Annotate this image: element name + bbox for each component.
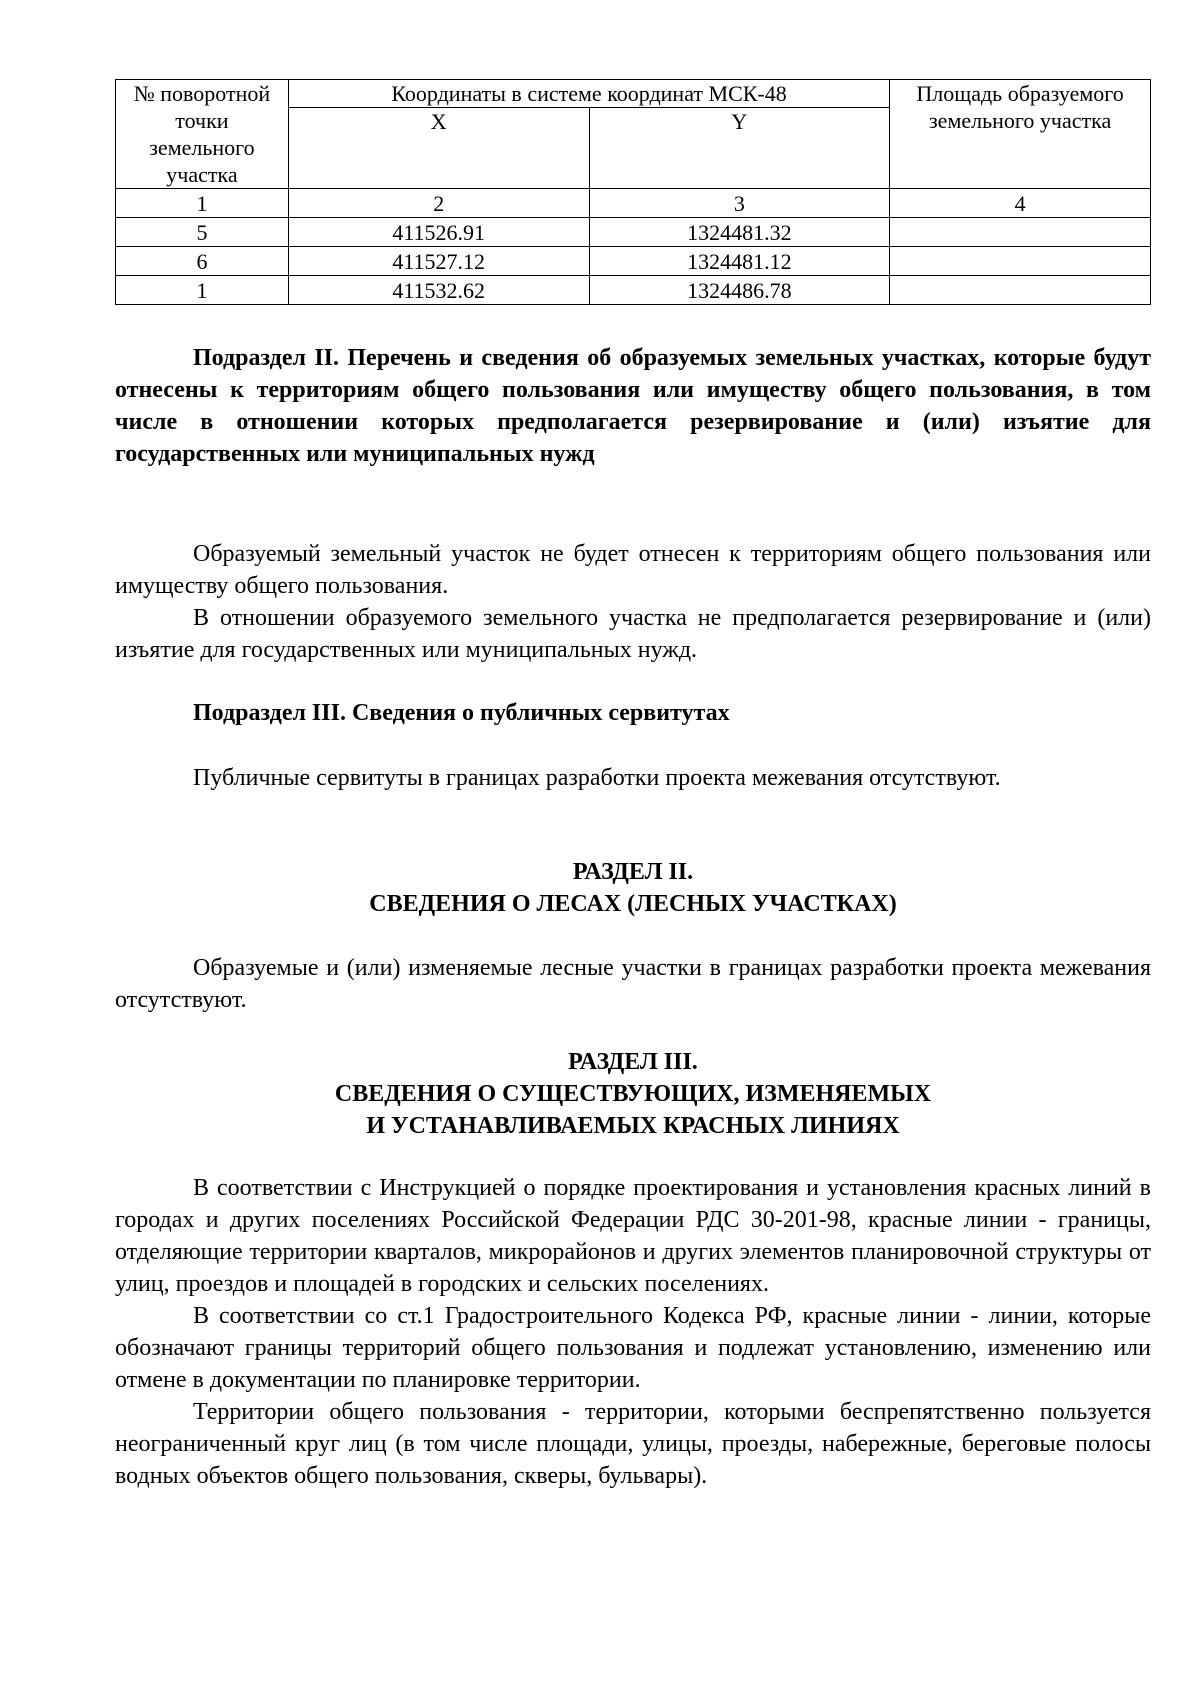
cell-area <box>890 247 1151 276</box>
section-3-title: РАЗДЕЛ III. СВЕДЕНИЯ О СУЩЕСТВУЮЩИХ, ИЗМЕНЯЕМЫХ И УСТАНАВЛИВАЕМЫХ КРАСНЫХ ЛИНИЯХ <box>334 1049 932 1139</box>
table-row <box>116 218 1151 247</box>
cell-y: 1324481.12 <box>589 247 890 276</box>
cell-y: 1324486.78 <box>589 276 890 305</box>
cell-y: 1324481.32 <box>589 218 890 247</box>
header-coordinates-group: Координаты в системе координат МСК-48 <box>288 80 889 108</box>
cell-point: 6 <box>116 247 289 276</box>
cell-point: 1 <box>116 276 289 305</box>
coordinates-table <box>115 79 1151 305</box>
cell-area <box>890 218 1151 247</box>
paragraph: Публичные сервитуты в границах разработки проекта межевания отсутствуют. <box>193 765 1001 791</box>
paragraph: В соответствии с Инструкцией о порядке проектирования и установления красных линий в городах и других поселениях Российской Федерации РДС 30-201-98, красные линии - границы, отделяющие территории кварталов, микрорайонов и других элементов планировочной структуры от улиц, проездов и площадей в городских и сельских поселениях. <box>115 1175 1151 1297</box>
paragraph: Территории общего пользования - территории, которыми беспрепятственно пользуется неограниченный круг лиц (в том числе площади, улицы, проезды, набережные, береговые полосы водных объектов общего пользования, скверы, бульвары). <box>115 1399 1151 1489</box>
paragraph: В отношении образуемого земельного участка не предполагается резервирование и (или) изъятие для государственных или муниципальных нужд. <box>115 605 1151 663</box>
cell-area <box>890 276 1151 305</box>
table-row <box>116 276 1151 305</box>
subsection-3-heading: Подраздел III. Сведения о публичных сервитутах <box>193 700 730 726</box>
column-number: 3 <box>589 189 890 218</box>
subsection-3-body <box>115 762 1151 794</box>
cell-x: 411527.12 <box>288 247 589 276</box>
table-header-row <box>116 80 1151 108</box>
column-number: 4 <box>890 189 1151 218</box>
section-3-body <box>115 1172 1151 1492</box>
cell-point: 5 <box>116 218 289 247</box>
paragraph: Образуемый земельный участок не будет отнесен к территориям общего пользования или имуществу общего пользования. <box>115 541 1151 599</box>
header-point-number: № поворотной точки земельного участка <box>116 80 289 189</box>
section-2-title: РАЗДЕЛ II. СВЕДЕНИЯ О ЛЕСАХ (ЛЕСНЫХ УЧАСТКАХ) <box>369 859 897 917</box>
subsection-2-heading: Подраздел II. Перечень и сведения об образуемых земельных участках, которые будут отнесены к территориям общего пользования или имуществу общего пользования, в том числе в отношении которых предполагается резервирование и (или) изъятие для государственных или муниципальных нужд <box>115 345 1151 467</box>
section-2-body <box>115 952 1151 1016</box>
cell-x: 411532.62 <box>288 276 589 305</box>
paragraph: В соответствии со ст.1 Градостроительного Кодекса РФ, красные линии - линии, которые обозначают границы территорий общего пользования и подлежат установлению, изменению или отмене в документации по планировке территории. <box>115 1303 1151 1393</box>
column-number: 1 <box>116 189 289 218</box>
header-x: X <box>288 108 589 189</box>
column-number: 2 <box>288 189 589 218</box>
paragraph: Образуемые и (или) изменяемые лесные участки в границах разработки проекта межевания отсутствуют. <box>115 955 1151 1013</box>
header-y: Y <box>589 108 890 189</box>
header-area: Площадь образуемого земельного участка <box>890 80 1151 189</box>
cell-x: 411526.91 <box>288 218 589 247</box>
table-row <box>116 247 1151 276</box>
subsection-2-body <box>115 538 1151 666</box>
table-column-number-row <box>116 189 1151 218</box>
